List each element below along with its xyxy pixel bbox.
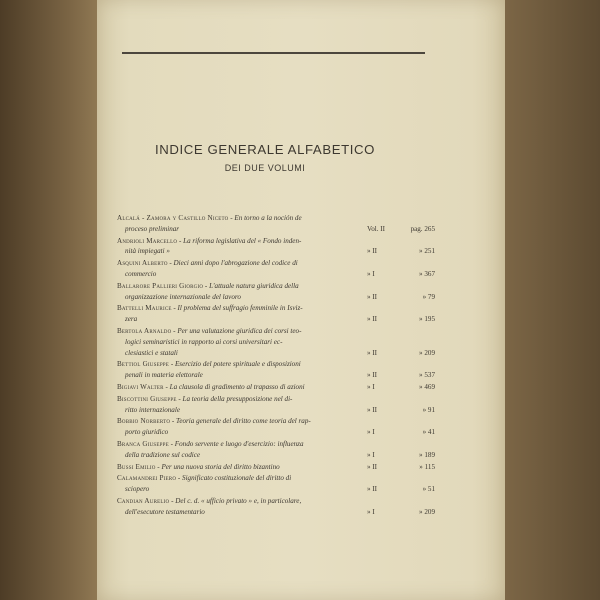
entry-title-cont: porto giuridico — [125, 428, 169, 437]
entry-author: Bertola Arnaldo — [117, 326, 172, 335]
index-entry — [117, 382, 435, 393]
index-entry — [117, 473, 435, 495]
entry-page: » 91 — [422, 405, 435, 414]
entry-title-cont: sciopero — [125, 485, 150, 494]
entry-volume: » II — [367, 315, 378, 324]
entry-page: » 251 — [419, 247, 435, 256]
entry-title-cont: proceso preliminar — [125, 224, 180, 233]
entry-title: - La clausola di gradimento al trapasso di azioni — [163, 382, 305, 391]
entry-author: Bigiavi Walter — [117, 382, 164, 391]
entry-page: » 51 — [422, 485, 435, 494]
entry-title-cont: della tradizione sul codice — [125, 450, 201, 459]
entry-author: Battelli Maurice — [117, 304, 172, 313]
entry-volume: » II — [367, 485, 378, 494]
entry-volume: » II — [367, 348, 378, 357]
entry-page: » 115 — [419, 462, 435, 471]
entry-title: - La teoria della presupposizione nel di- — [176, 394, 293, 403]
entry-volume: » I — [367, 428, 375, 437]
entry-title: - L'attuale natura giuridica della — [203, 281, 299, 290]
entry-page: » 209 — [419, 507, 435, 516]
entry-title-cont: dell'esecutore testamentario — [125, 507, 205, 516]
entry-author: Ballarore Pallieri Giorgio — [117, 281, 204, 290]
top-rule — [122, 52, 425, 54]
entry-title: - Per una valutazione giuridica dei corsi teo- — [171, 326, 302, 335]
index-entry — [117, 326, 435, 358]
entry-title: - Per una nuova storia del diritto bizantino — [155, 462, 280, 471]
entry-title-cont: clesiastici e statali — [125, 348, 178, 357]
entry-volume: » I — [367, 269, 375, 278]
index-entry — [117, 416, 435, 438]
entry-title-cont: ritto internazionale — [125, 405, 180, 414]
entry-title-cont: organizzazione internazionale del lavoro — [125, 292, 241, 301]
index-entry — [117, 236, 435, 258]
entry-author: Bussi Emilio — [117, 462, 156, 471]
entry-page: » 367 — [419, 269, 435, 278]
entry-volume: » I — [367, 382, 375, 391]
index-entry — [117, 394, 435, 416]
entry-author: Asquini Alberto — [117, 259, 168, 268]
entry-page: » 469 — [419, 382, 435, 391]
entry-page: » 189 — [419, 450, 435, 459]
index-entry — [117, 359, 435, 381]
index-entry — [117, 281, 435, 303]
entry-page: » 79 — [422, 292, 435, 301]
index-entry — [117, 213, 435, 235]
entry-title-cont: logici seminaristici in rapporto ai corsi universitari ec- — [125, 337, 283, 346]
index-title: INDICE GENERALE ALFABETICO — [154, 142, 376, 157]
entry-title: - Teoria generale del diritto come teoria del rap- — [170, 417, 311, 426]
left-background — [0, 0, 97, 600]
entry-volume: » II — [367, 371, 378, 380]
index-entry — [117, 462, 435, 473]
entry-volume: » II — [367, 292, 378, 301]
index-entry — [117, 439, 435, 461]
entry-title-cont: penali in materia elettorale — [125, 371, 203, 380]
entry-page: » 195 — [419, 315, 435, 324]
entry-page: » 537 — [419, 371, 435, 380]
entry-title: - Esercizio del potere spirituale e disposizioni — [169, 360, 301, 369]
entry-volume: Vol. II — [367, 224, 385, 233]
entry-volume: » I — [367, 507, 375, 516]
entry-volume: » I — [367, 450, 375, 459]
entry-author: Bettiol Giuseppe — [117, 360, 170, 369]
entry-author: Alcalá - Zamora y Castillo Niceto — [117, 214, 229, 222]
entry-page: » 209 — [419, 348, 435, 357]
entry-title: - Significato costituzionale del diritto di — [176, 474, 292, 483]
index-entry — [117, 496, 435, 518]
entry-title: - Il problema del suffragio femminile in Isviz- — [171, 304, 303, 313]
entry-volume: » II — [367, 462, 378, 471]
index-entry — [117, 303, 435, 325]
entry-author: Branca Giuseppe — [117, 439, 169, 448]
entry-title: - La riforma legislativa del « Fondo inden- — [177, 236, 302, 245]
right-background — [505, 0, 600, 600]
entry-author: Bobbio Norberto — [117, 417, 171, 426]
index-entries — [117, 213, 435, 519]
entry-author: Andrioli Marcello — [117, 236, 178, 245]
entry-title-cont: nità impiegati » — [125, 247, 170, 256]
entry-author: Calamandrei Piero — [117, 474, 177, 483]
entry-volume: » II — [367, 247, 378, 256]
entry-title-cont: zera — [125, 315, 138, 324]
index-entry — [117, 258, 435, 280]
entry-title: - Fondo servente e luogo d'esercizio: influenza — [168, 439, 304, 448]
entry-title-cont: commercio — [125, 269, 157, 278]
entry-author: Biscottini Giuseppe — [117, 394, 177, 403]
entry-page: pag. 265 — [410, 224, 435, 233]
entry-page: » 41 — [422, 428, 435, 437]
entry-author: Candian Aurelio — [117, 496, 170, 505]
entry-volume: » II — [367, 405, 378, 414]
index-subtitle: DEI DUE VOLUMI — [224, 163, 306, 173]
entry-title: - En torno a la noción de — [228, 214, 302, 222]
entry-title: - Dieci anni dopo l'abrogazione del codice di — [167, 259, 298, 268]
entry-title: - Del c. d. « ufficio privato » e, in particolare, — [169, 496, 302, 505]
